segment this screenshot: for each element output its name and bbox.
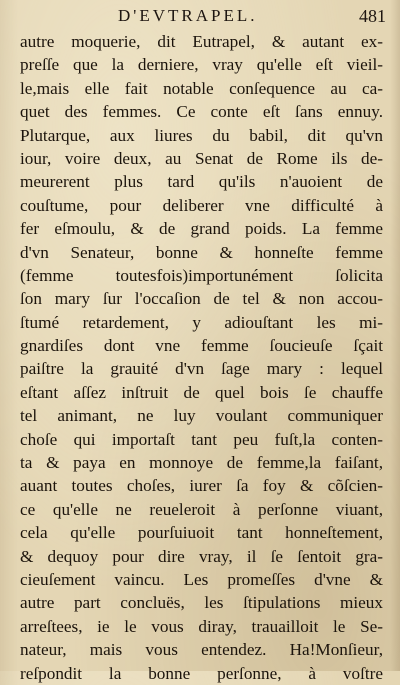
text-line: (femme toutesfois)importunément ſolicita (20, 265, 383, 285)
text-line: nateur, mais vous entendez. Ha!Monſieur, (20, 640, 383, 660)
text-line: autre part concluës, les ſtipulations mieux (20, 593, 383, 613)
text-line: tel animant, ne luy voulant communiquer (20, 406, 383, 426)
text-line: le,mais elle fait notable conſequence au ca- (20, 78, 383, 98)
page-edge-shadow (390, 0, 400, 671)
text-line: d'vn Senateur, bonne & honneſte femme (20, 242, 383, 262)
text-line: arreſtees, ie le vous diray, trauailloit le Se- (20, 616, 383, 636)
text-line: ta & paya en monnoye de femme,la faiſant, (20, 453, 383, 473)
page-number: 481 (359, 6, 386, 26)
text-line: ſon mary ſur l'occaſion de tel & non accou- (20, 289, 383, 309)
text-line: gnardiſes dont vne femme ſoucieuſe ſçait (20, 336, 383, 356)
text-line: iour, voire deux, au Senat de Rome ils de- (20, 148, 383, 168)
text-line: cela qu'elle pourſuiuoit tant honneſtement, (20, 523, 383, 543)
text-line: & dequoy pour dire vray, il ſe ſentoit gra- (20, 546, 383, 566)
text-line: choſe qui importaſt tant peu fuſt,la conten- (20, 429, 383, 449)
text-line: paiſtre la grauité d'vn ſage mary : lequel (20, 359, 383, 379)
running-title: D'EVTRAPEL. (118, 6, 258, 25)
text-line: auant toutes choſes, iurer ſa foy & cõſcien- (20, 476, 383, 496)
text-line: meurerent plus tard qu'ils n'auoient de (20, 172, 383, 192)
text-line: reſpondit la bonne perſonne, à voſtre (20, 663, 383, 683)
text-line: fer eſmoulu, & de grand poids. La femme (20, 219, 383, 239)
text-line: cieuſement vaincu. Les promeſſes d'vne & (20, 569, 383, 589)
text-line: ce qu'elle ne reueleroit à perſonne viuant, (20, 499, 383, 519)
text-line: quet des femmes. Ce conte eſt ſans ennuy. (20, 102, 383, 122)
text-line: Plutarque, aux liures du babil, dit qu'vn (20, 125, 383, 145)
text-line: preſſe que la derniere, vray qu'elle eſt vieil- (20, 55, 383, 75)
body-text (20, 30, 383, 685)
text-line: eſtant aſſez inſtruit de quel bois ſe chauffe (20, 382, 383, 402)
text-line: autre moquerie, dit Eutrapel, & autant ex- (20, 32, 383, 51)
text-line: ſtumé retardement, y adiouſtant les mi- (20, 312, 383, 332)
text-line: couſtume, pour deliberer vne difficulté à (20, 195, 383, 215)
running-head (0, 2, 400, 28)
